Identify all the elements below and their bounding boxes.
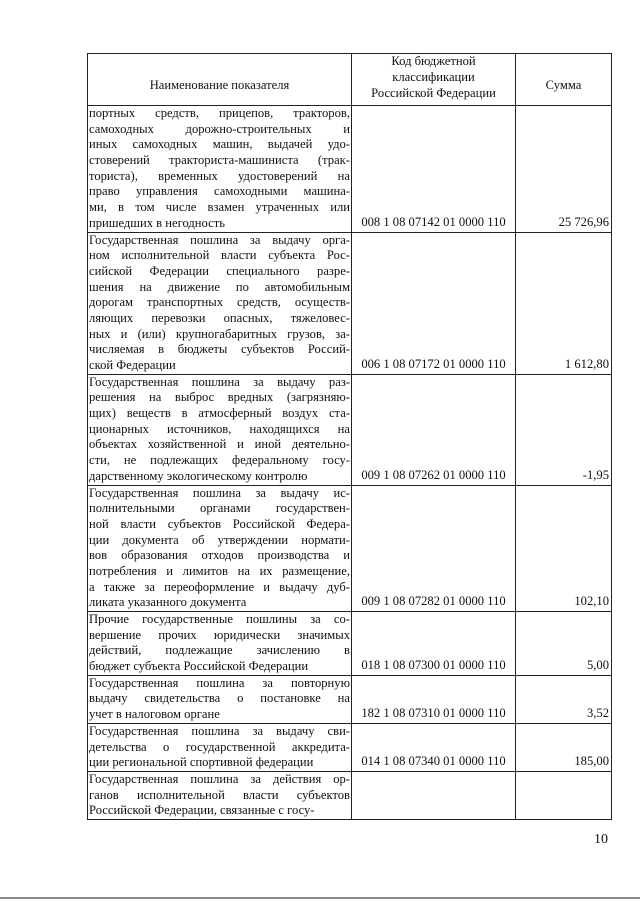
header-budget-code [352, 54, 516, 106]
indicator-name-line: ции региональной спортивной федерации [89, 755, 314, 770]
sum-cell: 185,00 [516, 723, 612, 771]
budget-code-cell: 009 1 08 07282 01 0000 110 [352, 485, 516, 612]
sum-cell [516, 771, 612, 819]
indicator-name-line: объектах хозяйственной и иной деятельно- [89, 437, 350, 452]
indicator-name-line: дорогам транспортных средств, осуществ- [89, 295, 350, 310]
budget-code-cell: 018 1 08 07300 01 0000 110 [352, 612, 516, 676]
indicator-name-line: ской Федерации [89, 358, 176, 372]
table-row [88, 723, 612, 771]
indicator-name-line: вов образования отходов производства и [89, 548, 350, 563]
indicator-name-line: шения на движение по автомобильным [89, 279, 350, 294]
header-code-line: Российской Федерации [371, 85, 496, 100]
indicator-name-line: Государственная пошлина за выдачу ис- [89, 485, 350, 500]
indicator-name-line: ной власти субъектов Российской Федера- [89, 516, 350, 531]
indicator-name-line: Государственная пошлина за выдачу сви- [89, 723, 350, 738]
indicator-name-line: Российской Федерации, связанные с госу- [89, 803, 315, 818]
indicator-name-cell [88, 485, 352, 612]
indicator-name-cell [88, 723, 352, 771]
indicator-name-cell [88, 771, 352, 819]
page-number: 10 [594, 832, 608, 847]
indicator-name-line: право управления самоходными машина- [89, 184, 350, 199]
indicator-name-line: ляющих перевозки опасных, тяжеловес- [89, 310, 350, 325]
indicator-name-line: дарственному экологическому контролю [89, 468, 308, 483]
budget-revenue-table [87, 53, 612, 820]
indicator-name-cell [88, 106, 352, 233]
sum-cell: 5,00 [516, 612, 612, 676]
table-header-row [88, 54, 612, 106]
indicator-name-line: вершение прочих юридически значимых [89, 627, 350, 642]
indicator-name-line: иных самоходных машин, выдачей удо- [89, 137, 350, 152]
indicator-name-line: самоходных дорожно-строительных и [89, 121, 350, 136]
table-row [88, 675, 612, 723]
header-indicator-name: Наименование показателя [88, 54, 352, 106]
indicator-name-line: потребления и лимитов на их размещение, [89, 563, 350, 578]
table-row [88, 374, 612, 485]
indicator-name-line: детельства о государственной аккредита- [89, 739, 350, 754]
sum-cell: 1 612,80 [516, 232, 612, 374]
indicator-name-line: ликата указанного документа [89, 595, 247, 610]
scan-edge-divider [0, 897, 640, 899]
indicator-name-line: портных средств, прицепов, тракторов, [89, 106, 350, 120]
indicator-name-line: ми, в том числе взамен утраченных или [89, 200, 350, 215]
indicator-name-line: ных и (или) крупногабаритных грузов, за- [89, 326, 350, 341]
indicator-name-cell [88, 612, 352, 676]
indicator-name-line: сти, не подлежащих федеральному госу- [89, 453, 350, 468]
indicator-name-line: сийской Федерации специального разре- [89, 263, 350, 278]
table-row [88, 771, 612, 819]
budget-code-cell: 008 1 08 07142 01 0000 110 [352, 106, 516, 233]
indicator-name-line: ганов исполнительной власти субъектов [89, 787, 350, 802]
indicator-name-line: действий, подлежащие зачислению в [89, 643, 350, 658]
indicator-name-line: а также за переоформление и выдачу дуб- [89, 579, 350, 594]
header-code-line: Код бюджетной [391, 54, 476, 69]
sum-cell: -1,95 [516, 374, 612, 485]
table-row [88, 612, 612, 676]
indicator-name-line: ционарных источников, находящихся на [89, 421, 350, 436]
indicator-name-line: учет в налоговом органе [89, 707, 220, 722]
indicator-name-line: ном исполнительной власти субъекта Рос- [89, 248, 350, 263]
budget-code-cell: 014 1 08 07340 01 0000 110 [352, 723, 516, 771]
table-row [88, 485, 612, 612]
indicator-name-line: Государственная пошлина за повторную [89, 675, 350, 690]
budget-code-cell: 182 1 08 07310 01 0000 110 [352, 675, 516, 723]
indicator-name-line: выдачу свидетельства о постановке на [89, 691, 350, 706]
table-row [88, 232, 612, 374]
indicator-name-cell [88, 374, 352, 485]
indicator-name-line: Прочие государственные пошлины за со- [89, 612, 350, 626]
header-sum: Сумма [516, 54, 612, 106]
indicator-name-line: Государственная пошлина за действия ор- [89, 771, 350, 786]
sum-cell: 102,10 [516, 485, 612, 612]
indicator-name-line: пришедших в негодность [89, 215, 225, 230]
sum-cell: 25 726,96 [516, 106, 612, 233]
indicator-name-line: щих) веществ в атмосферный воздух ста- [89, 406, 350, 421]
indicator-name-line: бюджет субъекта Российской Федерации [89, 659, 309, 674]
indicator-name-cell [88, 232, 352, 374]
budget-code-cell: 009 1 08 07262 01 0000 110 [352, 374, 516, 485]
indicator-name-line: ции документа об утверждении нормати- [89, 532, 350, 547]
indicator-name-line: решения на выброс вредных (загрязняю- [89, 390, 350, 405]
table-row [88, 106, 612, 233]
header-code-line: классификации [392, 70, 475, 85]
indicator-name-line: ториста), временных удостоверений на [89, 168, 350, 183]
budget-code-cell [352, 771, 516, 819]
indicator-name-line: Государственная пошлина за выдачу орга- [89, 232, 350, 247]
budget-code-cell: 006 1 08 07172 01 0000 110 [352, 232, 516, 374]
sum-cell: 3,52 [516, 675, 612, 723]
indicator-name-line: стоверений тракториста-машиниста (трак- [89, 153, 350, 168]
indicator-name-line: полнительными органами государствен- [89, 501, 350, 516]
indicator-name-line: Государственная пошлина за выдачу раз- [89, 374, 350, 389]
indicator-name-cell [88, 675, 352, 723]
indicator-name-line: числяемая в бюджеты субъектов Россий- [89, 342, 350, 357]
